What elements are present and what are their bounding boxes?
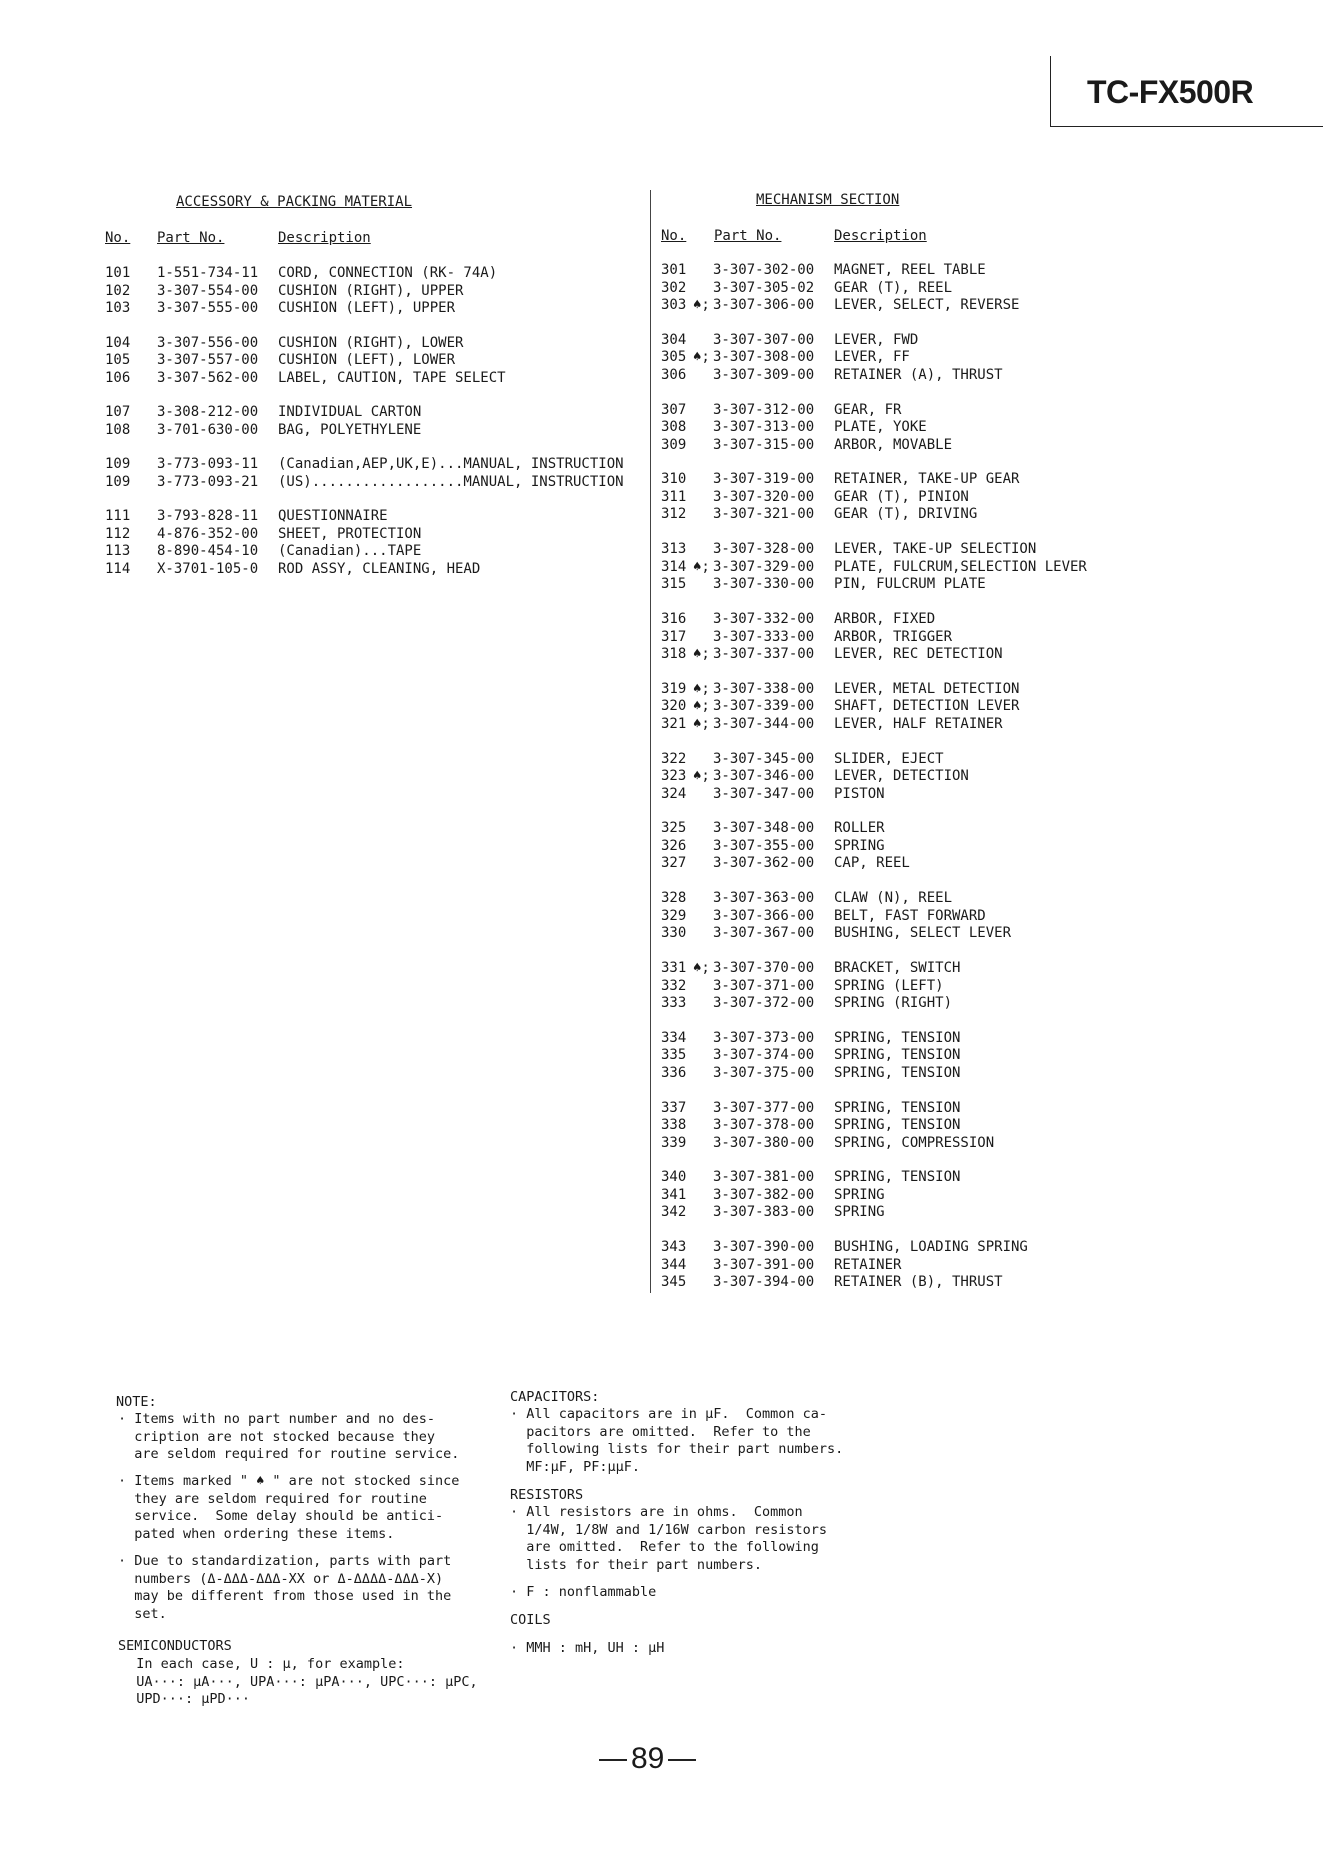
part-number: 3-307-309-00 [713,366,815,383]
part-number: 3-307-337-00 [713,646,815,662]
part-ref-number: 320 [661,698,687,715]
part-ref-number: 325 [661,820,687,837]
part-ref-number: 334 [661,1029,687,1046]
part-ref-number: 318 [661,646,687,662]
mechanism-part-row [661,820,1261,838]
mechanism-part-row [661,489,1261,507]
mechanism-part-row [661,1047,1261,1065]
part-number: 3-307-366-00 [713,907,815,924]
part-ref-number: 303 [661,297,687,313]
accessory-part-row [105,335,645,353]
part-number: 3-307-373-00 [713,1029,815,1046]
part-description: LABEL, CAUTION, TAPE SELECT [278,369,506,386]
not-stocked-mark: ♠; [693,715,710,732]
part-ref-number: 339 [661,1134,687,1151]
part-number: 3-307-554-00 [157,282,259,299]
mechanism-part-row [661,1065,1261,1083]
not-stocked-mark: ♠; [693,297,710,313]
accessory-section-title: ACCESSORY & PACKING MATERIAL [176,194,413,210]
part-ref-number: 319 [661,680,687,697]
part-ref-number: 311 [661,488,687,505]
part-description: ROD ASSY, CLEANING, HEAD [278,560,481,577]
mechanism-part-row [661,978,1261,996]
part-ref-number: 306 [661,366,687,383]
part-ref-number: 107 [105,404,131,420]
right-header-no: No. [661,228,687,244]
part-description: LEVER, FF [834,349,910,366]
part-description: ROLLER [834,820,885,837]
part-description: LEVER, FWD [834,331,919,348]
part-ref-number: 316 [661,611,687,627]
mechanism-part-row [661,1100,1261,1118]
part-ref-number: 102 [105,282,131,299]
part-number: 3-307-371-00 [713,977,815,994]
right-header-part: Part No. [714,228,782,244]
part-number: 3-307-315-00 [713,436,815,453]
part-description: MAGNET, REEL TABLE [834,262,986,278]
mechanism-part-row [661,1117,1261,1135]
part-number: 3-307-383-00 [713,1204,815,1221]
mechanism-part-row [661,367,1261,385]
part-description: (Canadian)...TAPE [278,543,422,559]
mechanism-part-row [661,349,1261,367]
part-description: PLATE, FULCRUM,SELECTION LEVER [834,558,1087,575]
part-description: SPRING, TENSION [834,1099,961,1116]
part-number: 3-307-562-00 [157,369,259,386]
accessory-part-row [105,265,645,283]
part-number: 3-307-556-00 [157,334,259,351]
part-number: 1-551-734-11 [157,265,259,281]
part-number: 3-307-367-00 [713,925,815,942]
part-description: BRACKET, SWITCH [834,960,961,976]
part-ref-number: 305 [661,349,687,366]
part-ref-number: 310 [661,471,687,488]
mechanism-part-row [661,629,1261,647]
part-description: RETAINER (A), THRUST [834,366,1003,383]
part-ref-number: 335 [661,1047,687,1064]
part-description: RETAINER (B), THRUST [834,1274,1003,1291]
part-number: 3-307-390-00 [713,1239,815,1256]
note-item-1: · Items with no part number and no des- cription are not stocked because they are seldom required for routine service. [118,1411,460,1462]
part-number: 3-307-347-00 [713,785,815,802]
part-number: 3-307-332-00 [713,611,815,627]
note-item-3: · Due to standardization, parts with part numbers (Δ-ΔΔΔ-ΔΔΔ-XX or Δ-ΔΔΔΔ-ΔΔΔ-X) may be different from those used in the set. [118,1553,452,1622]
part-description: SPRING [834,1186,885,1203]
accessory-part-row [105,404,645,422]
part-ref-number: 113 [105,543,131,559]
part-ref-number: 341 [661,1186,687,1203]
part-description: SPRING, TENSION [834,1047,961,1064]
accessory-part-row [105,283,645,301]
part-description: LEVER, METAL DETECTION [834,680,1020,697]
part-ref-number: 304 [661,331,687,348]
part-ref-number: 333 [661,995,687,1011]
part-description: ARBOR, FIXED [834,611,936,627]
part-ref-number: 315 [661,576,687,593]
part-ref-number: 317 [661,628,687,645]
part-description: SPRING, TENSION [834,1169,961,1186]
part-description: SHEET, PROTECTION [278,525,422,542]
not-stocked-mark: ♠; [693,558,710,575]
part-number: X-3701-105-0 [157,560,259,577]
part-ref-number: 323 [661,768,687,785]
mechanism-part-row [661,1274,1261,1292]
part-ref-number: 331 [661,960,687,976]
not-stocked-mark: ♠; [693,698,710,715]
part-ref-number: 109 [105,473,131,490]
part-description: SPRING [834,1204,885,1221]
resistors-title: RESISTORS [510,1487,584,1503]
left-header-desc: Description [278,230,371,246]
capacitors-text: · All capacitors are in μF. Common ca- pacitors are omitted. Refer to the following lists for their part numbers. MF:μF, PF:μμF. [510,1406,844,1475]
mechanism-part-row [661,419,1261,437]
part-description: (Canadian,AEP,UK,E)...MANUAL, INSTRUCTION [278,456,624,472]
part-ref-number: 112 [105,525,131,542]
part-ref-number: 105 [105,352,131,368]
part-number: 3-307-306-00 [713,297,815,313]
part-ref-number: 342 [661,1204,687,1221]
mechanism-part-row [661,437,1261,455]
mechanism-part-row [661,995,1261,1013]
part-ref-number: 332 [661,977,687,994]
part-number: 3-307-313-00 [713,419,815,436]
mechanism-part-row [661,576,1261,594]
part-ref-number: 340 [661,1169,687,1186]
part-number: 3-307-346-00 [713,768,815,785]
part-description: RETAINER [834,1256,902,1273]
part-description: QUESTIONNAIRE [278,508,388,524]
part-ref-number: 302 [661,279,687,296]
part-description: SHAFT, DETECTION LEVER [834,698,1020,715]
part-description: BAG, POLYETHYLENE [278,421,422,438]
part-number: 3-793-828-11 [157,508,259,524]
page-number-dash-left [599,1759,627,1761]
part-number: 3-307-328-00 [713,541,815,558]
part-number: 3-307-362-00 [713,855,815,872]
accessory-part-row [105,352,645,370]
part-ref-number: 101 [105,265,131,281]
part-number: 3-773-093-11 [157,456,259,472]
part-ref-number: 103 [105,300,131,316]
part-number: 3-307-370-00 [713,960,815,976]
part-number: 3-307-555-00 [157,300,259,316]
page-number [595,1742,700,1776]
part-number: 3-701-630-00 [157,421,259,438]
part-number: 3-307-305-02 [713,279,815,296]
part-description: SPRING [834,837,885,854]
mechanism-part-row [661,1204,1261,1222]
not-stocked-mark: ♠; [693,349,710,366]
mechanism-part-row [661,1030,1261,1048]
part-ref-number: 336 [661,1064,687,1081]
part-description: LEVER, DETECTION [834,768,969,785]
part-description: CORD, CONNECTION (RK- 74A) [278,265,498,281]
mechanism-part-row [661,1135,1261,1153]
part-description: PLATE, YOKE [834,419,927,436]
accessory-part-row [105,300,645,318]
mechanism-part-row [661,280,1261,298]
accessory-part-row [105,370,645,388]
part-description: CUSHION (RIGHT), LOWER [278,334,464,351]
part-ref-number: 337 [661,1099,687,1116]
part-description: GEAR (T), PINION [834,488,969,505]
part-number: 3-307-345-00 [713,750,815,767]
part-ref-number: 109 [105,456,131,472]
note-title: NOTE: [116,1394,157,1410]
mechanism-part-row [661,908,1261,926]
part-number: 3-307-372-00 [713,995,815,1011]
part-number: 3-307-375-00 [713,1064,815,1081]
part-description: SPRING, COMPRESSION [834,1134,995,1151]
mechanism-part-row [661,332,1261,350]
part-description: CAP, REEL [834,855,910,872]
part-ref-number: 328 [661,890,687,907]
mechanism-section-title: MECHANISM SECTION [756,192,900,208]
part-ref-number: 313 [661,541,687,558]
part-ref-number: 111 [105,508,131,524]
model-title: TC-FX500R [1087,74,1254,110]
left-header-no: No. [105,230,131,246]
mechanism-part-row [661,611,1261,629]
part-ref-number: 106 [105,369,131,386]
part-description: LEVER, HALF RETAINER [834,715,1003,732]
part-description: LEVER, REC DETECTION [834,646,1003,662]
part-number: 3-307-302-00 [713,262,815,278]
mechanism-part-row [661,698,1261,716]
note-item-2: · Items marked " ♠ " are not stocked since they are seldom required for routine service. Some delay should be antici- pated when ordering these items. [118,1473,460,1542]
mechanism-part-row [661,751,1261,769]
part-description: INDIVIDUAL CARTON [278,404,422,420]
part-description: CLAW (N), REEL [834,890,953,907]
part-number: 3-307-329-00 [713,558,815,575]
part-ref-number: 327 [661,855,687,872]
part-ref-number: 322 [661,750,687,767]
part-ref-number: 338 [661,1117,687,1134]
part-number: 3-307-380-00 [713,1134,815,1151]
mechanism-part-row [661,716,1261,734]
mechanism-part-row [661,681,1261,699]
mechanism-part-row [661,471,1261,489]
mechanism-part-row [661,402,1261,420]
mechanism-part-row [661,768,1261,786]
part-ref-number: 308 [661,419,687,436]
semiconductors-text: In each case, U : μ, for example: UA···: μA···, UPA···: μPA···, UPC···: μPC, UPD···: μPD··· [136,1656,478,1707]
accessory-part-row [105,474,645,492]
capacitors-title: CAPACITORS: [510,1389,600,1405]
column-divider [650,190,651,1293]
part-number: 3-307-378-00 [713,1117,815,1134]
not-stocked-mark: ♠; [693,680,710,697]
page-number-dash-right [668,1759,696,1761]
part-number: 3-307-307-00 [713,331,815,348]
part-description: CUSHION (LEFT), UPPER [278,300,456,316]
part-ref-number: 108 [105,421,131,438]
part-number: 8-890-454-10 [157,543,259,559]
mechanism-part-row [661,855,1261,873]
part-number: 3-307-382-00 [713,1186,815,1203]
part-number: 3-307-363-00 [713,890,815,907]
mechanism-part-row [661,297,1261,315]
mechanism-part-row [661,890,1261,908]
part-number: 3-307-319-00 [713,471,815,488]
not-stocked-mark: ♠; [693,646,710,662]
part-ref-number: 330 [661,925,687,942]
part-number: 3-307-348-00 [713,820,815,837]
part-number: 3-307-338-00 [713,680,815,697]
part-ref-number: 329 [661,907,687,924]
part-description: SPRING, TENSION [834,1064,961,1081]
part-description: LEVER, SELECT, REVERSE [834,297,1020,313]
part-ref-number: 301 [661,262,687,278]
mechanism-part-row [661,646,1261,664]
part-ref-number: 307 [661,401,687,418]
part-ref-number: 309 [661,436,687,453]
part-description: SLIDER, EJECT [834,750,944,767]
part-ref-number: 326 [661,837,687,854]
part-description: SPRING (RIGHT) [834,995,953,1011]
part-number: 3-773-093-21 [157,473,259,490]
part-description: PIN, FULCRUM PLATE [834,576,986,593]
not-stocked-mark: ♠; [693,768,710,785]
part-description: CUSHION (LEFT), LOWER [278,352,456,368]
mechanism-part-row [661,1239,1261,1257]
part-number: 3-307-333-00 [713,628,815,645]
part-number: 3-307-374-00 [713,1047,815,1064]
accessory-part-row [105,526,645,544]
part-ref-number: 344 [661,1256,687,1273]
accessory-part-row [105,456,645,474]
part-number: 3-307-339-00 [713,698,815,715]
coils-title: COILS [510,1612,551,1628]
part-description: LEVER, TAKE-UP SELECTION [834,541,1037,558]
part-number: 3-307-377-00 [713,1099,815,1116]
part-number: 3-307-391-00 [713,1256,815,1273]
part-description: SPRING (LEFT) [834,977,944,994]
coils-text: · MMH : mH, UH : μH [510,1640,665,1656]
part-number: 3-307-330-00 [713,576,815,593]
part-description: BELT, FAST FORWARD [834,907,986,924]
part-number: 3-307-321-00 [713,506,815,523]
part-ref-number: 321 [661,715,687,732]
part-number: 3-307-320-00 [713,488,815,505]
part-number: 3-307-355-00 [713,837,815,854]
part-description: ARBOR, MOVABLE [834,436,953,453]
mechanism-part-row [661,1169,1261,1187]
semiconductors-title: SEMICONDUCTORS [118,1638,232,1654]
part-ref-number: 343 [661,1239,687,1256]
part-description: GEAR (T), REEL [834,279,953,296]
part-description: BUSHING, LOADING SPRING [834,1239,1028,1256]
part-number: 3-307-557-00 [157,352,259,368]
part-description: SPRING, TENSION [834,1029,961,1046]
mechanism-part-row [661,786,1261,804]
mechanism-part-row [661,541,1261,559]
part-ref-number: 312 [661,506,687,523]
page-number-value: 89 [631,1742,665,1775]
part-description: RETAINER, TAKE-UP GEAR [834,471,1020,488]
resistors-text: · All resistors are in ohms. Common 1/4W, 1/8W and 1/16W carbon resistors are omitted. Refer to the following lists for their part numbers. [510,1504,827,1573]
part-description: SPRING, TENSION [834,1117,961,1134]
part-number: 3-307-344-00 [713,715,815,732]
mechanism-part-row [661,559,1261,577]
mechanism-part-row [661,1187,1261,1205]
part-ref-number: 324 [661,785,687,802]
part-number: 3-308-212-00 [157,404,259,420]
mechanism-part-row [661,925,1261,943]
part-number: 3-307-381-00 [713,1169,815,1186]
part-ref-number: 104 [105,334,131,351]
mechanism-part-row [661,262,1261,280]
part-ref-number: 314 [661,558,687,575]
part-ref-number: 114 [105,560,131,577]
accessory-part-row [105,508,645,526]
right-header-desc: Description [834,228,927,244]
left-header-part: Part No. [157,230,225,246]
part-description: (US)..................MANUAL, INSTRUCTION [278,473,624,490]
part-description: GEAR, FR [834,401,902,418]
part-number: 3-307-308-00 [713,349,815,366]
resistors-flammable-note: · F : nonflammable [510,1584,657,1600]
part-number: 3-307-312-00 [713,401,815,418]
mechanism-part-row [661,1257,1261,1275]
part-ref-number: 345 [661,1274,687,1291]
part-description: BUSHING, SELECT LEVER [834,925,1012,942]
mechanism-part-row [661,838,1261,856]
not-stocked-mark: ♠; [693,960,710,976]
part-description: ARBOR, TRIGGER [834,628,953,645]
part-description: GEAR (T), DRIVING [834,506,978,523]
part-description: PISTON [834,785,885,802]
mechanism-part-row [661,506,1261,524]
part-number: 3-307-394-00 [713,1274,815,1291]
accessory-part-row [105,561,645,579]
mechanism-part-row [661,960,1261,978]
accessory-part-row [105,543,645,561]
accessory-part-row [105,422,645,440]
part-description: CUSHION (RIGHT), UPPER [278,282,464,299]
part-number: 4-876-352-00 [157,525,259,542]
